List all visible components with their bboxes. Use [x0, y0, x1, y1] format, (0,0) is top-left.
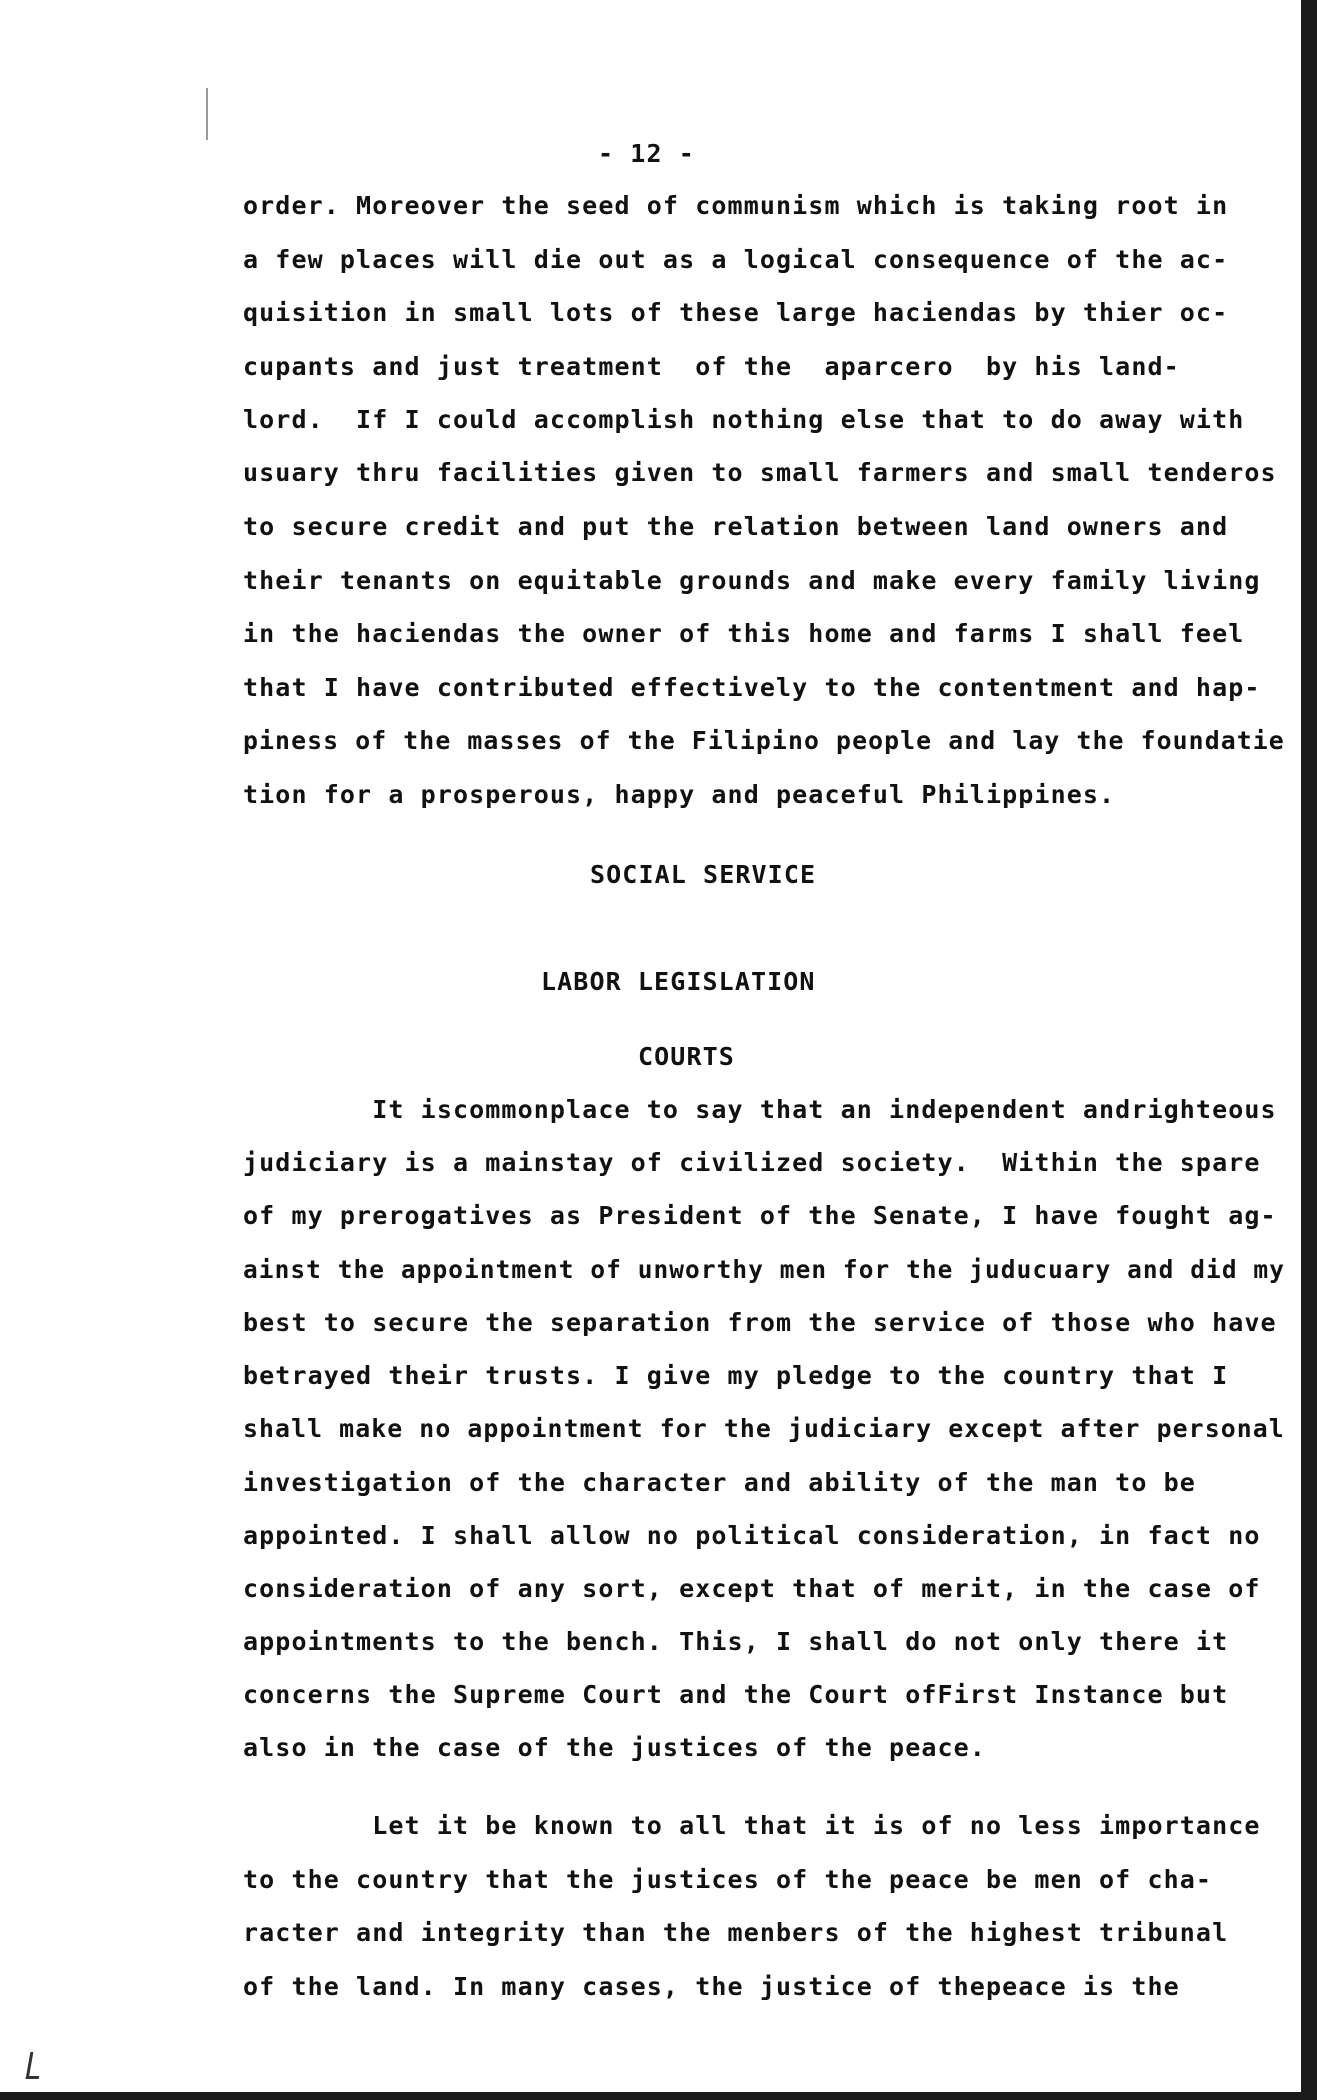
scan-border-right — [1301, 0, 1317, 2100]
corner-mark — [26, 2052, 44, 2079]
heading-social-service: SOCIAL SERVICE — [590, 860, 817, 889]
scan-border-bottom — [0, 2092, 1317, 2100]
paragraph-2-line-5: best to secure the separation from the service of those who have — [243, 1308, 1277, 1337]
paragraph-3-line-1: Let it be known to all that it is of no less importance — [243, 1811, 1261, 1840]
paragraph-1-line-11: piness of the masses of the Filipino people and lay the foundatie — [243, 726, 1285, 755]
paragraph-3-line-4: of the land. In many cases, the justice of thepeace is the — [243, 1972, 1180, 2001]
paragraph-2-line-3: of my prerogatives as President of the Senate, I have fought ag- — [243, 1201, 1277, 1230]
paragraph-2-line-4: ainst the appointment of unworthy men for the juducuary and did my — [243, 1255, 1285, 1284]
paragraph-2-line-13: also in the case of the justices of the peace. — [243, 1733, 986, 1762]
paragraph-3-line-2: to the country that the justices of the peace be men of cha- — [243, 1865, 1213, 1894]
page-number: - 12 - — [598, 139, 695, 168]
paragraph-2-line-9: appointed. I shall allow no political consideration, in fact no — [243, 1521, 1261, 1550]
paragraph-1-line-12: tion for a prosperous, happy and peaceful Philippines. — [243, 780, 1116, 809]
heading-labor-legislation: LABOR LEGISLATION — [541, 967, 816, 996]
paragraph-1-line-9: in the haciendas the owner of this home and farms I shall feel — [243, 619, 1245, 648]
paragraph-2-line-7: shall make no appointment for the judiciary except after personal — [243, 1414, 1285, 1443]
paragraph-1-line-10: that I have contributed effectively to the contentment and hap- — [243, 673, 1261, 702]
paragraph-1-line-4: cupants and just treatment of the aparcero by his land- — [243, 352, 1180, 381]
paragraph-1-line-5: lord. If I could accomplish nothing else that to do away with — [243, 405, 1245, 434]
paragraph-2-line-2: judiciary is a mainstay of civilized society. Within the spare — [243, 1148, 1261, 1177]
paragraph-1-line-1: order. Moreover the seed of communism which is taking root in — [243, 191, 1229, 220]
paragraph-1-line-3: quisition in small lots of these large haciendas by thier oc- — [243, 298, 1229, 327]
paragraph-3-line-3: racter and integrity than the menbers of the highest tribunal — [243, 1918, 1229, 1947]
paragraph-1-line-8: their tenants on equitable grounds and make every family living — [243, 566, 1261, 595]
paragraph-2-line-1: It iscommonplace to say that an independent andrighteous — [243, 1095, 1277, 1124]
paragraph-1-line-7: to secure credit and put the relation between land owners and — [243, 512, 1229, 541]
paragraph-1-line-2: a few places will die out as a logical consequence of the ac- — [243, 245, 1229, 274]
heading-courts: COURTS — [638, 1042, 735, 1071]
paragraph-1-line-6: usuary thru facilities given to small farmers and small tenderos — [243, 458, 1277, 487]
paragraph-2-line-10: consideration of any sort, except that of merit, in the case of — [243, 1574, 1261, 1603]
paragraph-2-line-6: betrayed their trusts. I give my pledge to the country that I — [243, 1361, 1229, 1390]
paragraph-2-line-12: concerns the Supreme Court and the Court ofFirst Instance but — [243, 1680, 1229, 1709]
paragraph-2-line-11: appointments to the bench. This, I shall do not only there it — [243, 1627, 1229, 1656]
paragraph-2-line-8: investigation of the character and ability of the man to be — [243, 1468, 1196, 1497]
